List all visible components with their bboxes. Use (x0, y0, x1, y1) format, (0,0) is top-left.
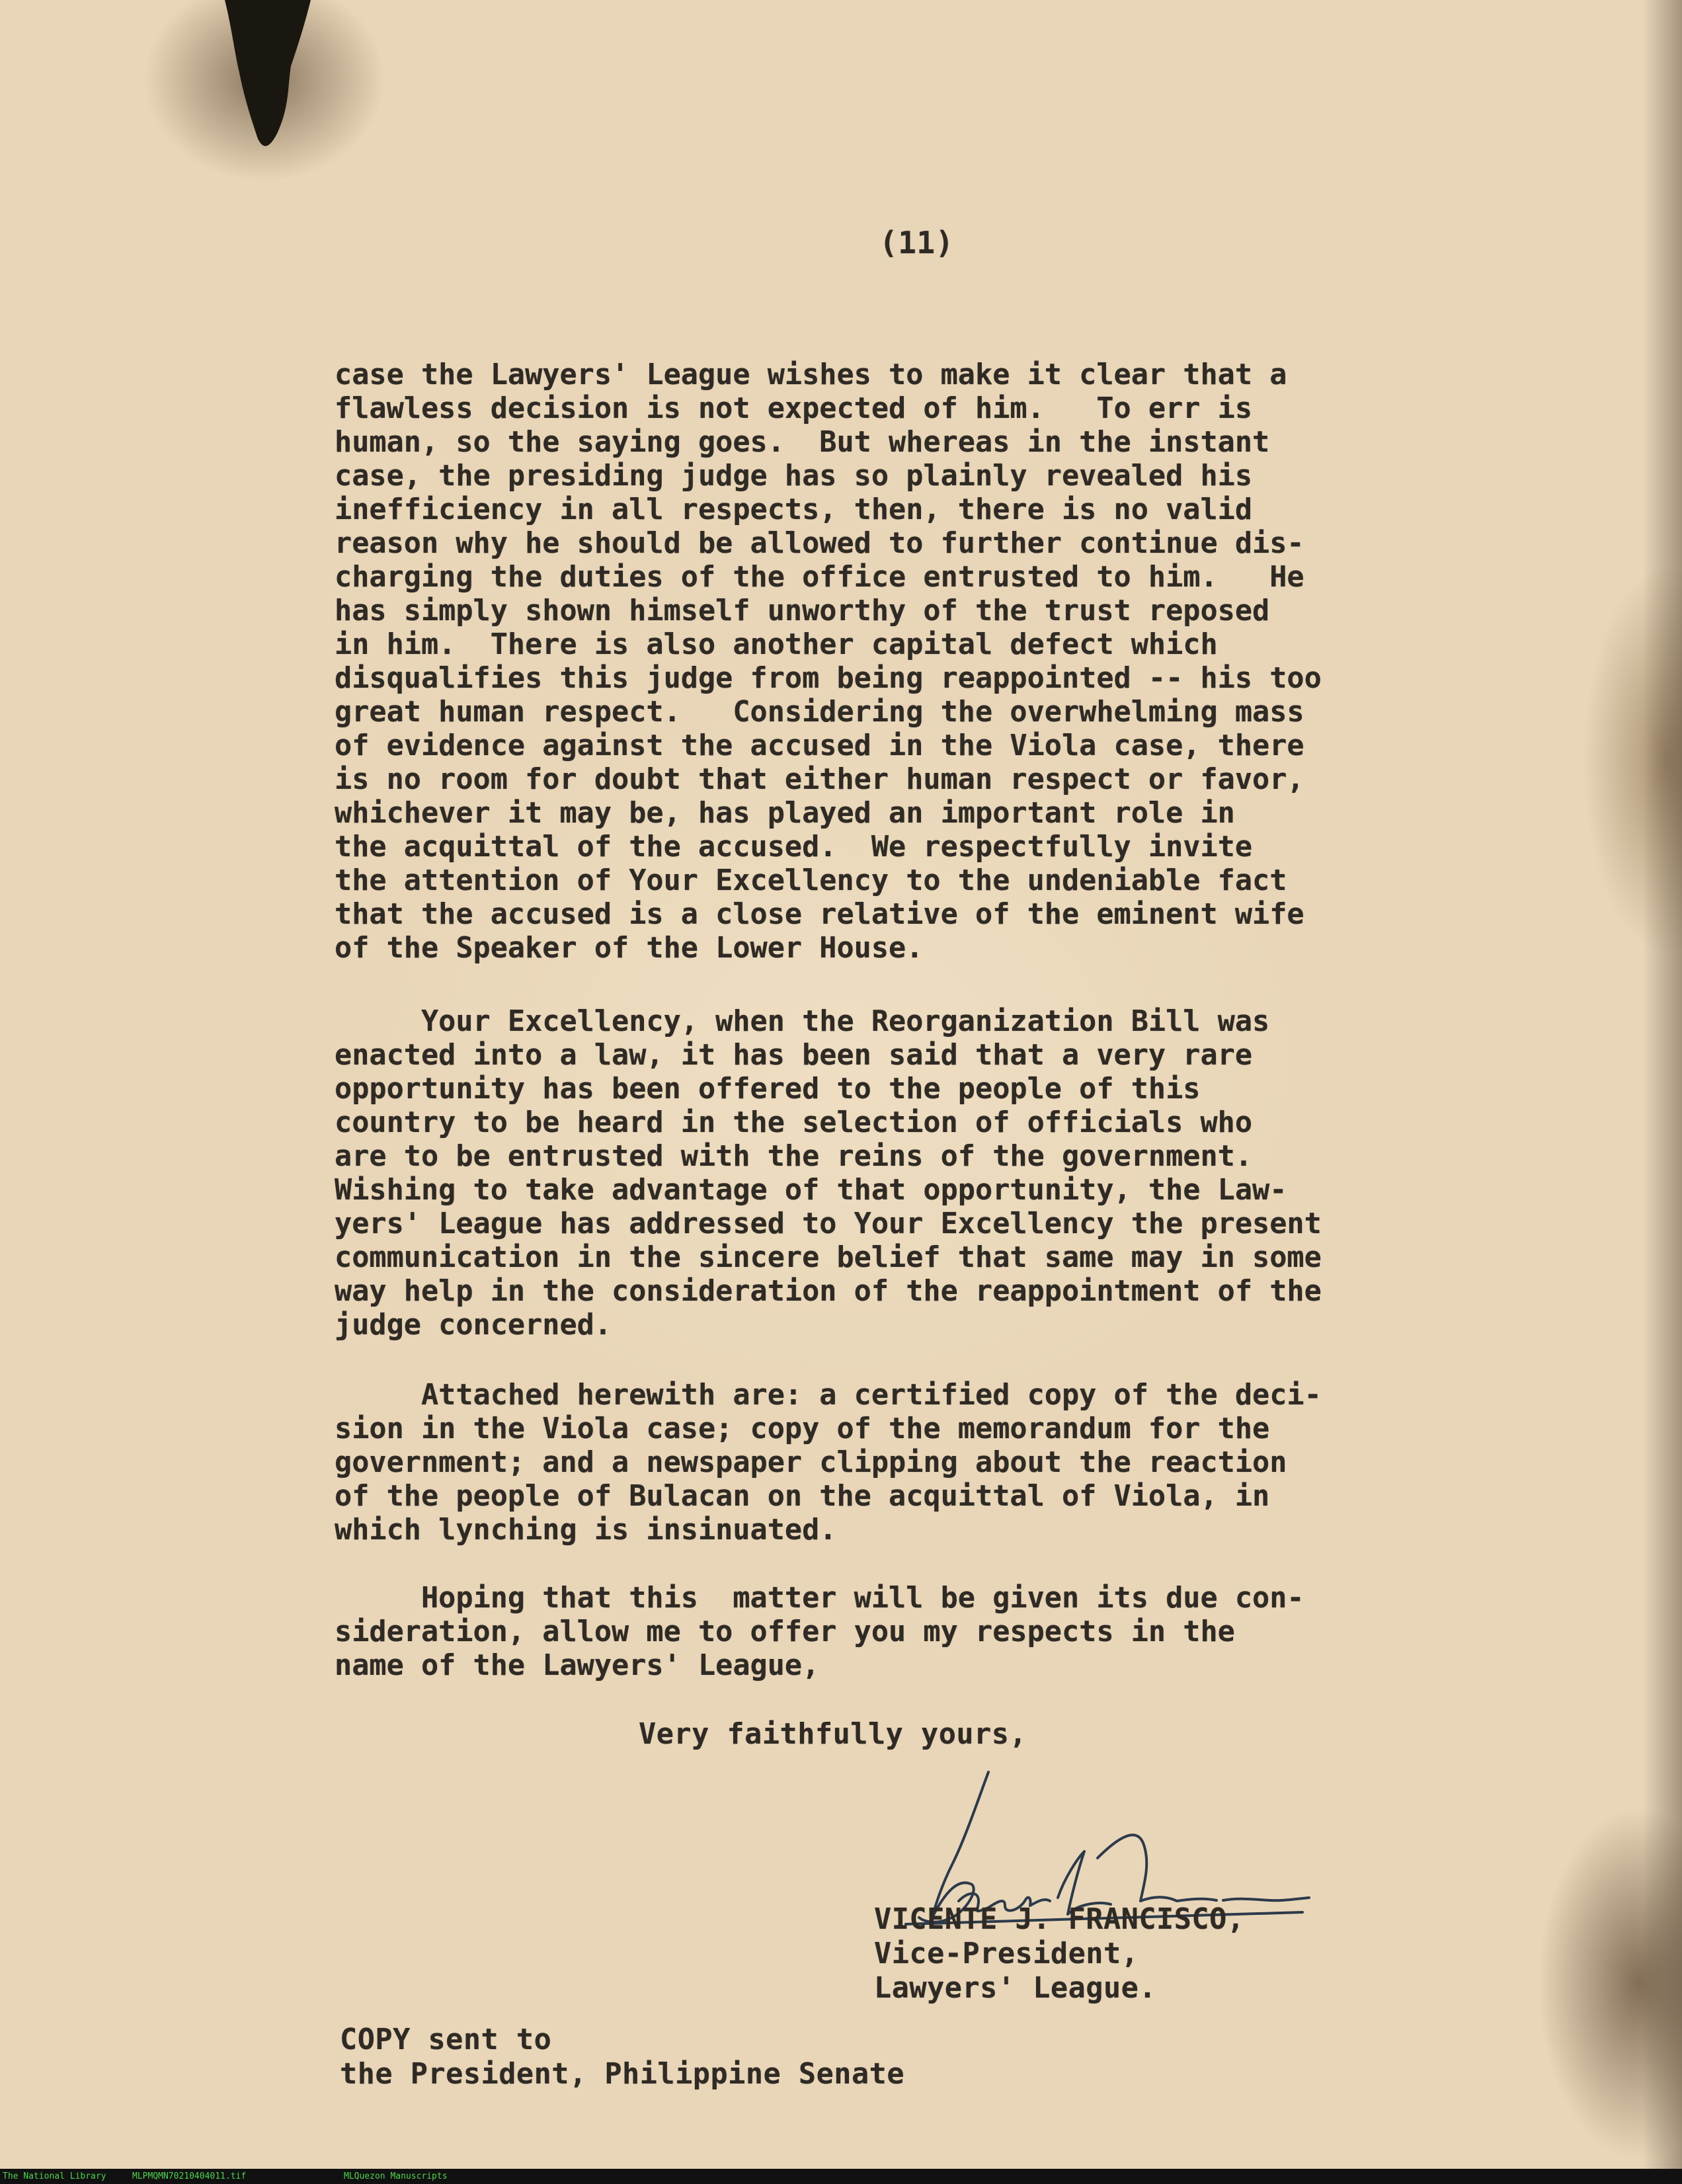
text-line: case the Lawyers' League wishes to make it clear that a (335, 358, 1287, 391)
text-line: Your Excellency, when the Reorganization Bill was (335, 1005, 1270, 1038)
text-line: great human respect. Considering the overwhelming mass (335, 696, 1304, 729)
text-line: has simply shown himself unworthy of the trust reposed (335, 594, 1270, 627)
signatory-name: VICENTE J. FRANCISCO, (874, 1903, 1245, 1936)
text-line: human, so the saying goes. But whereas in the instant (335, 426, 1270, 459)
text-line: Attached herewith are: a certified copy of the deci- (335, 1379, 1322, 1412)
archive-footer-bar (0, 2169, 1682, 2184)
text-line: are to be entrusted with the reins of the government. (335, 1140, 1253, 1173)
text-line: sideration, allow me to offer you my respects in the (335, 1615, 1235, 1648)
text-line: reason why he should be allowed to further continue dis- (335, 527, 1304, 560)
text-line: of the Speaker of the Lower House. (335, 932, 924, 965)
footer-collection: MLQuezon Manuscripts (344, 2171, 448, 2181)
text-line: enacted into a law, it has been said that a very rare (335, 1039, 1253, 1072)
text-line: name of the Lawyers' League, (335, 1649, 820, 1682)
text-line: whichever it may be, has played an important role in (335, 797, 1235, 830)
page-number: (11) (879, 225, 954, 261)
text-line: government; and a newspaper clipping about the reaction (335, 1446, 1287, 1479)
text-line: charging the duties of the office entrusted to him. He (335, 561, 1304, 594)
text-line: opportunity has been offered to the people of this (335, 1072, 1201, 1106)
text-line: case, the presiding judge has so plainly revealed his (335, 460, 1253, 493)
text-line: country to be heard in the selection of officials who (335, 1106, 1253, 1139)
text-line: flawless decision is not expected of him. To err is (335, 392, 1253, 425)
page-edge-shadow (1642, 0, 1682, 2169)
text-line: judge concerned. (335, 1309, 612, 1342)
text-line: disqualifies this judge from being reappointed -- his too (335, 662, 1322, 695)
text-line: which lynching is insinuated. (335, 1514, 837, 1547)
signatory-title: Vice-President, (874, 1937, 1139, 1970)
text-line: in him. There is also another capital defect which (335, 628, 1218, 661)
text-line: sion in the Viola case; copy of the memorandum for the (335, 1412, 1270, 1445)
copy-note-label: COPY sent to (340, 2023, 552, 2056)
copy-note-recipient: the President, Philippine Senate (340, 2058, 905, 2091)
body-paragraph-4 (335, 1582, 1485, 1683)
text-line: of the people of Bulacan on the acquittal of Viola, in (335, 1480, 1270, 1513)
text-line: Wishing to take advantage of that opportunity, the Law- (335, 1174, 1287, 1207)
signatory-organization: Lawyers' League. (874, 1972, 1157, 2005)
text-line: yers' League has addressed to Your Excellency the present (335, 1207, 1322, 1240)
text-line: communication in the sincere belief that same may in some (335, 1241, 1322, 1274)
body-paragraph-2 (335, 1005, 1485, 1342)
text-line: that the accused is a close relative of the eminent wife (335, 898, 1304, 931)
text-line: is no room for doubt that either human respect or favor, (335, 763, 1304, 796)
text-line: the acquittal of the accused. We respectfully invite (335, 830, 1253, 864)
body-paragraph-1 (335, 358, 1485, 965)
text-line: inefficiency in all respects, then, there is no valid (335, 493, 1253, 526)
text-line: way help in the consideration of the reappointment of the (335, 1275, 1322, 1308)
body-paragraph-3 (335, 1379, 1485, 1547)
text-line: Hoping that this matter will be given its due con- (335, 1582, 1304, 1615)
footer-library: The National Library (3, 2171, 106, 2181)
closing-salutation: Very faithfully yours, (639, 1718, 1027, 1751)
text-line: the attention of Your Excellency to the undeniable fact (335, 864, 1287, 897)
footer-filename: MLPMQMN70210404011.tif (132, 2171, 247, 2181)
burn-hole (212, 0, 317, 159)
text-line: of evidence against the accused in the Viola case, there (335, 729, 1304, 762)
